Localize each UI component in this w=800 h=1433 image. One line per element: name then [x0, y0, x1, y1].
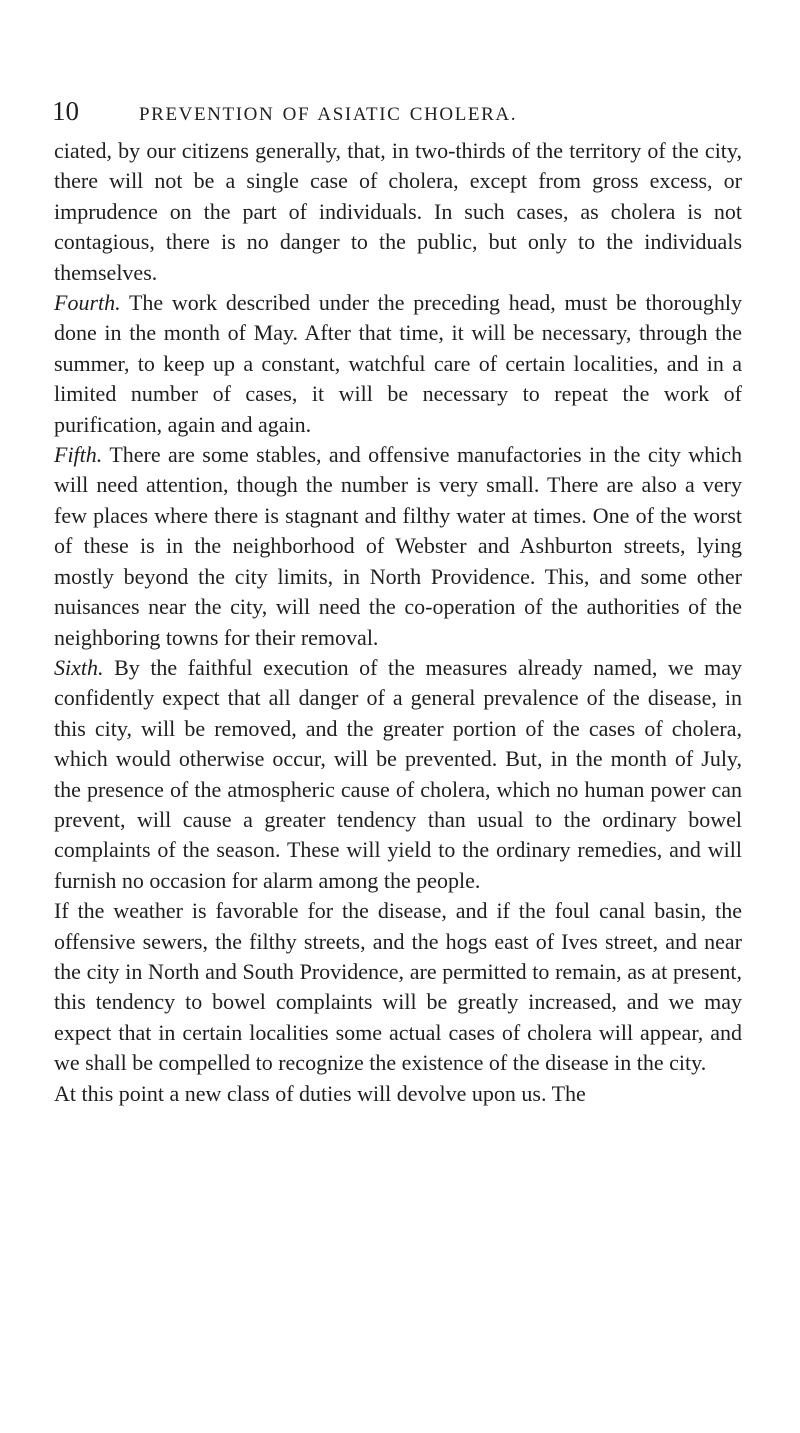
page-header	[52, 96, 742, 130]
paragraph-lead: Fifth.	[54, 442, 103, 468]
body-text	[54, 136, 742, 1109]
paragraph-text: There are some stables, and offensive manufactories in the city which will need attention, though the number is very small. There are also a very few places where there is stagnant and filthy water at times. One of the worst of these is in the neighborhood of Webster and Ashburton streets, lying mostly beyond the city limits, in North Providence. This, and some other nuisances near the city, will need the co-operation of the authorities of the neighboring towns for their removal.	[54, 442, 743, 650]
running-head: PREVENTION OF ASIATIC CHOLERA.	[139, 104, 518, 125]
paragraph-text: If the weather is favorable for the disease, and if the foul canal basin, the offensive sewers, the filthy streets, and the hogs east of Ives street, and near the city in North and South Providence, are permitted to remain, as at present, this tendency to bowel complaints will be greatly increased, and we may expect that in certain localities some actual cases of cholera will appear, and we shall be compelled to recognize the existence of the disease in the city.	[54, 898, 742, 1076]
paragraph-text: By the faithful execution of the measures already named, we may confidently expect that all danger of a general prevalence of the disease, in this city, will be removed, and the greater portion of the cases of cholera, which would otherwise occur, will be prevented. But, in the month of July, the presence of the atmospheric cause of cholera, which no human power can prevent, will cause a greater tendency than usual to the ordinary bowel complaints of the season. These will yield to the ordinary remedies, and will furnish no occasion for alarm among the people.	[54, 654, 743, 893]
paragraph-fifth	[54, 440, 742, 653]
paragraph-lead: Sixth.	[54, 654, 104, 680]
paragraph-new-duties	[54, 1079, 742, 1109]
paragraph-fourth	[54, 288, 742, 440]
paragraph-text: The work described under the preceding head, must be thoroughly done in the month of May. After that time, it will be necessary, through the summer, to keep up a constant, watchful care of certain localities, and in a limited number of cases, it will be necessary to repeat the work of purification, again and again.	[54, 290, 742, 437]
paragraph-text: ciated, by our citizens generally, that, in two-thirds of the territory of the city, there will not be a single case of cholera, except from gross excess, or imprudence on the part of individuals. In such cases, as cholera is not contagious, there is no danger to the public, but only to the individuals themselves.	[54, 138, 742, 285]
paragraph-weather	[54, 896, 742, 1078]
paragraph-continuation	[54, 136, 742, 288]
paragraph-lead: Fourth.	[54, 290, 121, 316]
page-number: 10	[52, 96, 79, 126]
paragraph-sixth	[54, 653, 742, 896]
paragraph-text: At this point a new class of duties will devolve upon us. The	[54, 1080, 586, 1106]
